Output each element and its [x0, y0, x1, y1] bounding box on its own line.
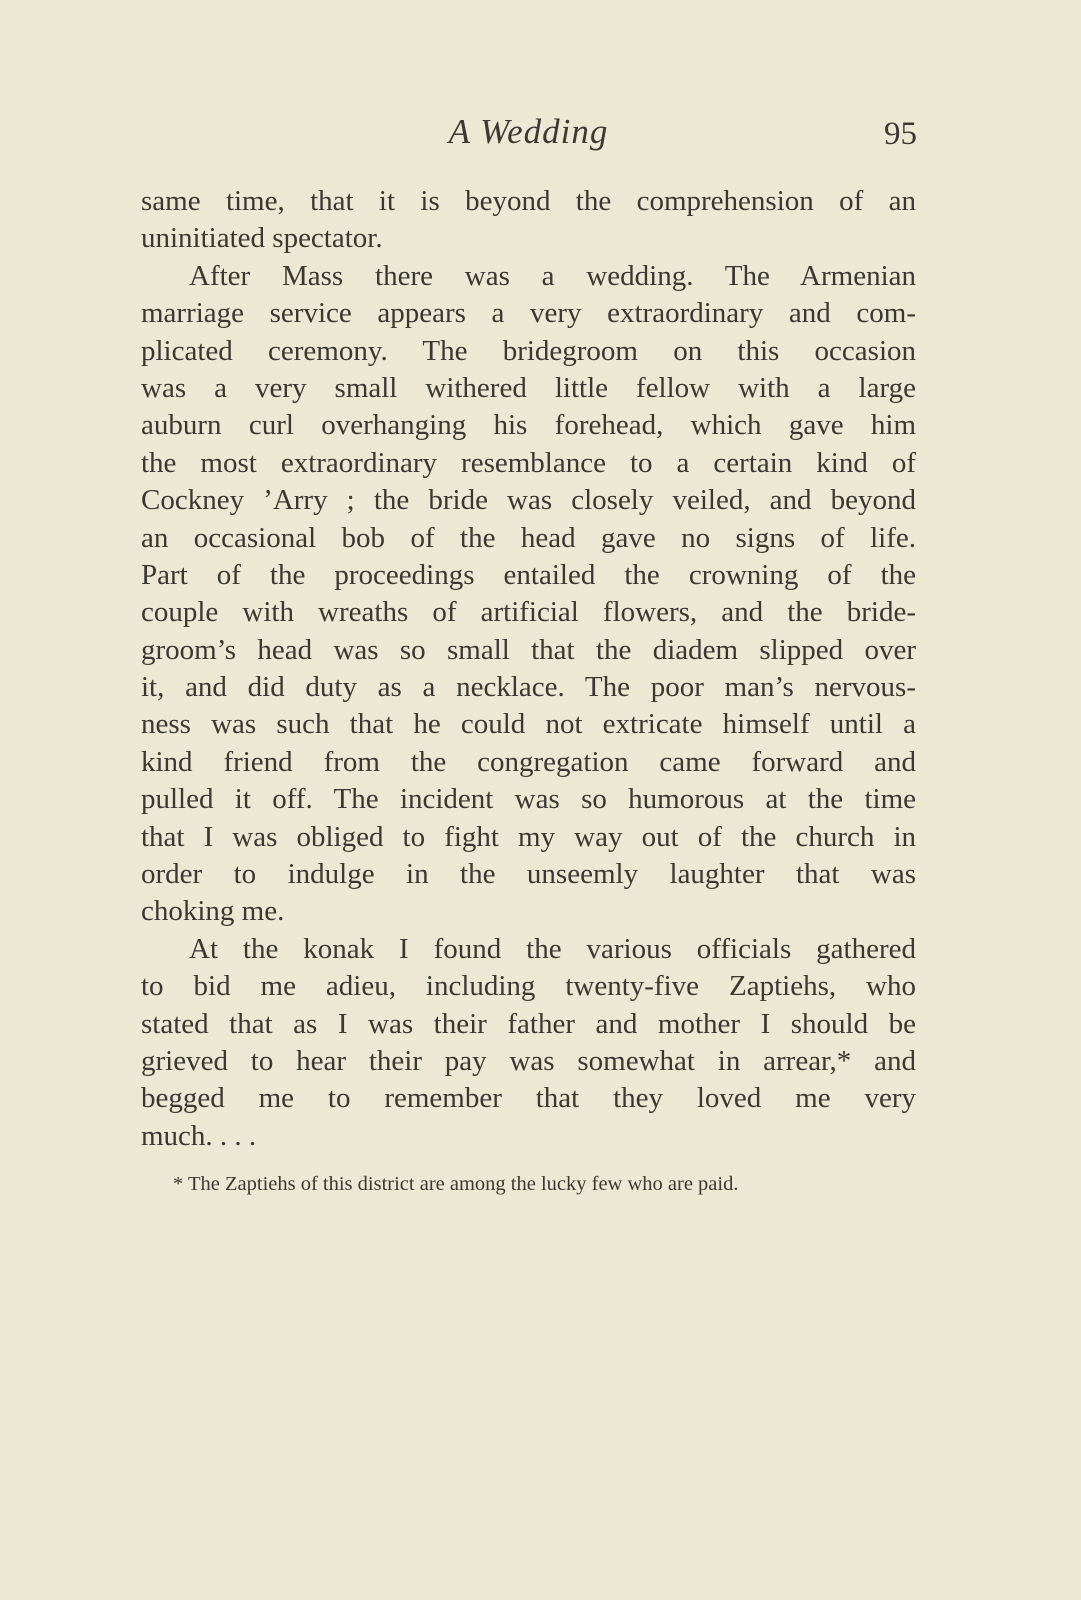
running-title: A Wedding	[448, 112, 609, 151]
text-line: uninitiated spectator.	[141, 222, 383, 255]
footnote: * The Zaptiehs of this district are among the lucky few who are paid.	[173, 1173, 739, 1195]
text-line: begged me to remember that they loved me very	[141, 1082, 916, 1115]
text-line: order to indulge in the unseemly laughter that was	[141, 858, 916, 891]
text-line: ness was such that he could not extricate himself until a	[141, 708, 916, 741]
text-line: groom’s head was so small that the diadem slipped over	[141, 633, 916, 666]
text-line: couple with wreaths of artificial flowers, and the bride-	[141, 596, 916, 629]
text-line: kind friend from the congregation came forward and	[141, 745, 916, 778]
running-head	[140, 112, 917, 162]
text-line: auburn curl overhanging his forehead, which gave him	[141, 409, 916, 442]
text-line: After Mass there was a wedding. The Armenian	[189, 259, 916, 292]
text-line: the most extraordinary resemblance to a certain kind of	[141, 446, 916, 479]
text-line: Cockney ’Arry ; the bride was closely veiled, and beyond	[141, 484, 916, 517]
text-line: Part of the proceedings entailed the crowning of the	[141, 558, 916, 591]
text-line: pulled it off. The incident was so humorous at the time	[141, 783, 916, 816]
text-line: was a very small withered little fellow with a large	[141, 371, 916, 404]
text-line: much. . . .	[141, 1119, 257, 1152]
text-line: that I was obliged to fight my way out of the church in	[141, 820, 916, 853]
text-line: plicated ceremony. The bridegroom on this occasion	[141, 334, 916, 367]
text-line: it, and did duty as a necklace. The poor man’s nervous-	[141, 671, 916, 704]
text-line: grieved to hear their pay was somewhat in arrear,* and	[141, 1044, 916, 1077]
text-line: to bid me adieu, including twenty-five Zaptiehs, who	[141, 970, 916, 1003]
text-line: choking me.	[141, 895, 285, 928]
text-line: same time, that it is beyond the comprehension of an	[141, 185, 916, 217]
text-line: At the konak I found the various officials gathered	[189, 932, 916, 965]
body-text	[141, 183, 916, 1155]
text-line: marriage service appears a very extraordinary and com-	[141, 297, 916, 330]
page-number: 95	[884, 116, 917, 152]
text-line: an occasional bob of the head gave no signs of life.	[141, 521, 916, 554]
text-line: stated that as I was their father and mother I should be	[141, 1007, 916, 1040]
